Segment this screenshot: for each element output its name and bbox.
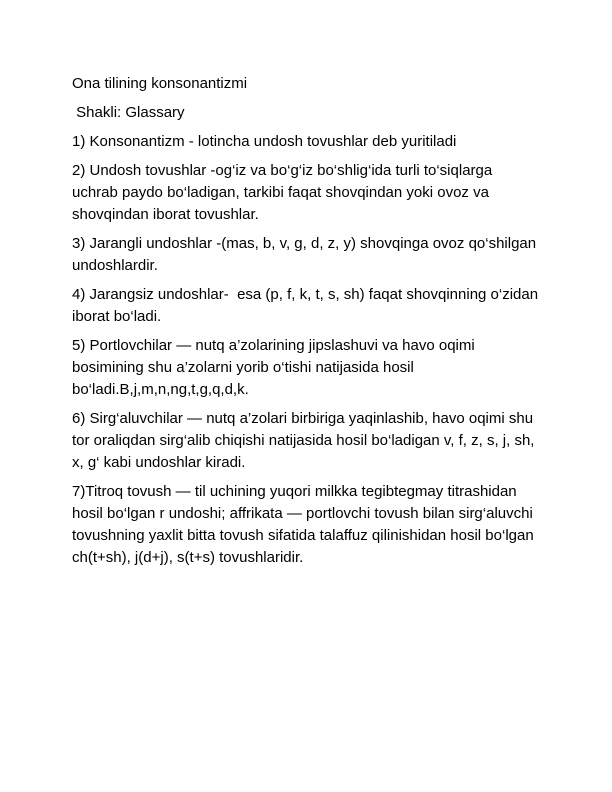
glossary-item-7: 7)Titroq tovush — til uchining yuqori milkka tegibtegmay titrashidan hosil bo‘lgan r undoshi; affrikata — portlovchi tovush bilan sirg‘aluvchi tovushning yaxlit bitta tovush sifatida talaffuz qilinishidan hosil bo‘lgan ch(t+sh), j(d+j), s(t+s) tovushlaridir. xyxy=(72,483,534,566)
glossary-item-2: 2) Undosh tovushlar -og‘iz va bo‘g‘iz bo‘shlig‘ida turli to‘siqlarga uchrab paydo bo‘ladigan, tarkibi faqat shovqindan yoki ovoz va shovqindan iborat tovushlar. xyxy=(72,162,493,223)
glossary-item-6: 6) Sirg‘aluvchilar — nutq a’zolari birbiriga yaqinlashib, havo oqimi shu tor oraliqdan sirg‘alib chiqishi natijasida hosil bo‘ladigan v, f, z, s, j, sh, x, g‘ kabi undoshlar kiradi. xyxy=(72,410,535,471)
glossary-item-3: 3) Jarangli undoshlar -(mas, b, v, g, d, z, y) shovqinga ovoz qo‘shilgan undoshlardir. xyxy=(72,235,537,274)
glossary-item-4: 4) Jarangsiz undoshlar- esa (p, f, k, t, s, sh) faqat shovqinning o‘zidan iborat bo‘ladi. xyxy=(72,286,543,325)
document-form-line: Shakli: Glassary xyxy=(72,104,185,121)
glossary-item-5: 5) Portlovchilar — nutq a’zolarining jipslashuvi va havo oqimi bosimining shu a’zolarni yorib o‘tishi natijasida hosil bo‘ladi.B,j,m,n,ng,t,g,q,d,k. xyxy=(72,337,475,398)
glossary-item-1: 1) Konsonantizm - lotincha undosh tovushlar deb yuritiladi xyxy=(72,133,457,150)
document-body xyxy=(72,73,542,576)
document-title: Ona tilining konsonantizmi xyxy=(72,75,248,92)
